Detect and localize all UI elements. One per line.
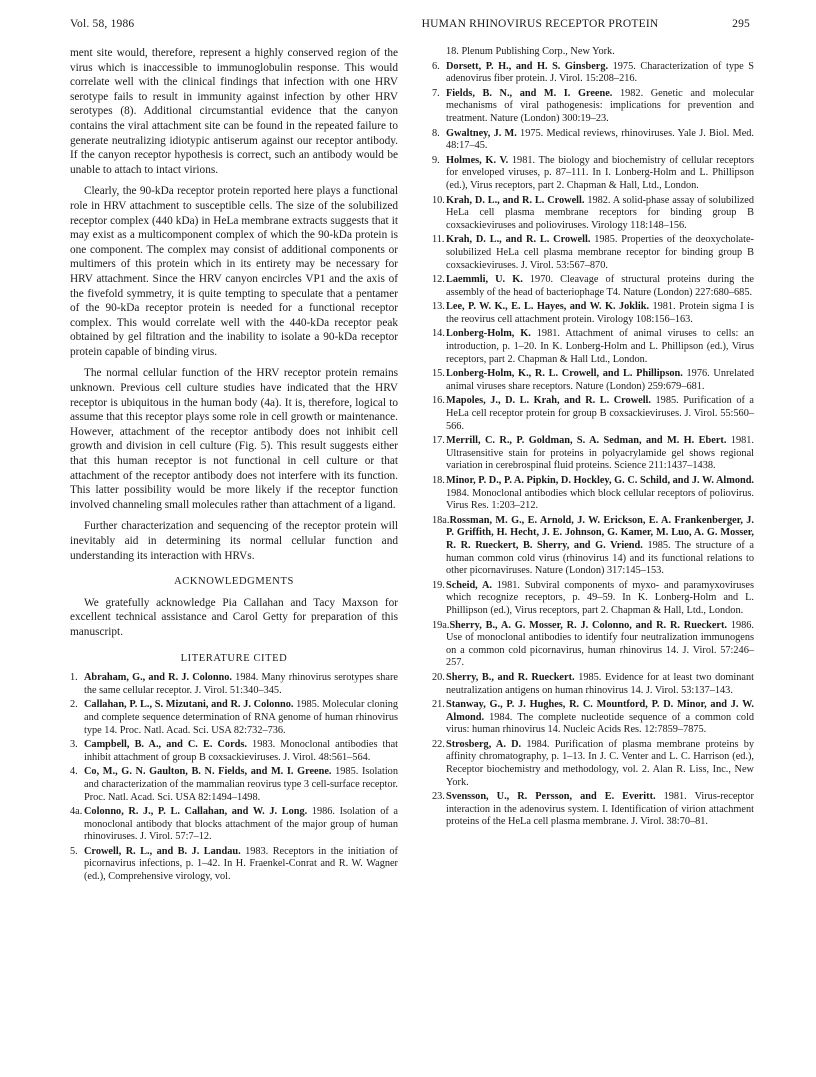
reference-number: 18. bbox=[432, 475, 445, 486]
reference-item bbox=[70, 672, 398, 697]
reference-item bbox=[432, 791, 754, 829]
reference-text: 1975. Characterization of type S adenovirus fiber protein. J. Virol. 15:208–216. bbox=[446, 60, 754, 85]
reference-authors: Sherry, B., and R. Rueckert. bbox=[446, 671, 575, 683]
reference-authors: Rossman, M. G., E. Arnold, J. W. Erickson, E. A. Frankenberger, J. P. Griffith, H. Hecht, J. E. Johnson, G. Kamer, M. Luo, A. G. Mosser, R. R. Rueckert, B. Sherry, and G. Vriend. bbox=[446, 514, 754, 551]
reference-number: 3. bbox=[70, 739, 78, 751]
reference-text: 1984. Purification of plasma membrane proteins by affinity chromatography, p. 1–13. In J. C. Venter and L. C. Harrison (ed.), Receptor biochemistry and methodology, vol. 2. Alan R. Liss, Inc., New York. bbox=[446, 738, 754, 788]
reference-text: 1976. Unrelated animal viruses share receptors. Nature (London) 259:679–681. bbox=[446, 368, 754, 392]
literature-heading: LITERATURE CITED bbox=[180, 652, 288, 664]
reference-number: 9. bbox=[432, 154, 440, 166]
reference-text: 1981. Ultrasensitive stain for proteins in polyacrylamide gel shows regional variation in cerebrospinal fluid proteins. Science 211:1437–1438. bbox=[446, 435, 755, 472]
reference-text: 1981. Attachment of animal viruses to cells: an introduction, p. 1–20. In K. Lonberg-Holm and L. Phillipson (ed.), Virus receptors, part 2. Chapman & Hall Ltd., London. bbox=[446, 328, 754, 365]
reference-number: 19a. bbox=[432, 619, 450, 631]
reference-text: 1981. Subviral components of myxo- and paramyxoviruses which recognize receptors, p. 49–59. In K. Lonberg-Holm and L. Phillipson (ed.), Virus receptors, part 2. Chapman & Hall, Ltd., London. bbox=[446, 579, 755, 616]
reference-item bbox=[432, 739, 754, 789]
reference-number: 13. bbox=[432, 301, 445, 313]
reference-authors: Holmes, K. V. bbox=[446, 154, 509, 166]
page-number: 295 bbox=[732, 18, 750, 30]
reference-authors: Lee, P. W. K., E. L. Hayes, and W. K. Joklik. bbox=[446, 301, 650, 313]
reference-text: 1985. Evidence for at least two dominant neutralization antigens on human rhinovirus 14. J. Virol. 53:137–143. bbox=[446, 671, 754, 696]
reference-text: 1981. Virus-receptor interaction in the adenovirus system. I. Identification of virion attachment proteins of the HeLa cell plasma membrane. J. Virol. 38:70–81. bbox=[446, 791, 754, 828]
reference-text: 1985. Isolation and characterization of the mammalian reovirus type 3 cell-surface receptor. Proc. Natl. Acad. Sci. USA 82:1494–1498. bbox=[84, 766, 398, 803]
reference-list-left bbox=[70, 672, 398, 884]
reference-number: 6. bbox=[432, 60, 440, 72]
reference-number: 5. bbox=[70, 845, 78, 857]
right-column bbox=[432, 46, 754, 831]
reference-number: 20. bbox=[432, 671, 445, 683]
reference-number: 11. bbox=[432, 234, 445, 246]
reference-number: 2. bbox=[70, 699, 78, 711]
left-column bbox=[70, 46, 398, 886]
reference-number: 1. bbox=[70, 672, 78, 684]
reference-item bbox=[432, 195, 754, 233]
reference-number: 12. bbox=[432, 274, 445, 286]
reference-item bbox=[432, 672, 754, 697]
body-paragraph: The normal cellular function of the HRV receptor protein remains unknown. Previous cell culture studies have indicated that the HRV receptor is ubiquitous in the human body (4a). It is, therefore, logical to assume that this receptor plays some role in cell growth or maintenance. However, attachment of the receptor antibody does not inhibit cell growth and division in cell culture (Fig. 5). This result suggests either that this human receptor is not functional in cell culture or that attachment of the receptor antibody does not interfere with its function. This latter possibility would be more likely if the receptor function involved channeling small molecules rather than attachment of a ligand. bbox=[70, 367, 398, 511]
reference-text: 1984. The complete nucleotide sequence of a common cold virus: human rhinovirus 14. Nucleic Acids Res. 12:7859–7875. bbox=[446, 711, 754, 736]
reference-item bbox=[70, 846, 398, 884]
running-title: HUMAN RHINOVIRUS RECEPTOR PROTEIN bbox=[421, 18, 659, 30]
reference-authors: Mapoles, J., D. L. Krah, and R. L. Crowell. bbox=[446, 395, 651, 407]
reference-number: 18a. bbox=[432, 514, 450, 526]
reference-authors: Callahan, P. L., S. Mizutani, and R. J. Colonno. bbox=[84, 699, 294, 711]
reference-item bbox=[432, 274, 754, 299]
reference-text: 1984. Many rhinovirus serotypes share the same cellular receptor. J. Virol. 51:340–345. bbox=[84, 672, 398, 696]
reference-authors: Colonno, R. J., P. L. Callahan, and W. J. Long. bbox=[84, 806, 308, 818]
reference-item bbox=[432, 475, 754, 513]
reference-authors: Dorsett, P. H., and H. S. Ginsberg. bbox=[446, 60, 609, 72]
reference-item bbox=[432, 580, 754, 618]
reference-item bbox=[432, 61, 754, 86]
reference-number: 10. bbox=[432, 194, 445, 206]
reference-number: 14. bbox=[432, 328, 445, 340]
acknowledgments-text: We gratefully acknowledge Pia Callahan and Tacy Maxson for excellent technical assistance and Carol Getty for preparation of this manuscript. bbox=[70, 596, 398, 638]
reference-text: 1986. Isolation of a monoclonal antibody that blocks attachment of the major group of human rhinoviruses. J. Virol. 57:7–12. bbox=[84, 806, 398, 843]
reference-authors: Lonberg-Holm, K. bbox=[446, 328, 531, 340]
reference-text: 1983. Monoclonal antibodies that inhibit attachment of group B coxsackieviruses. J. Virol. 48:561–564. bbox=[84, 739, 398, 763]
reference-text: 1985. Properties of the deoxycholate-solubilized HeLa cell plasma membrane receptor for binding group B coxsackieviruses. J. Virol. 53:567–870. bbox=[446, 234, 754, 271]
reference-item bbox=[70, 699, 398, 737]
reference-text: 1982. A solid-phase assay of solubilized HeLa cell plasma membrane receptors for binding group B coxsackieviruses and polioviruses. Virology 118:148–156. bbox=[446, 194, 754, 231]
reference-text: 1981. The biology and biochemistry of cellular receptors for enveloped viruses, p. 87–111. In I. Lonberg-Holm and L. Phillipson (ed.), Virus receptors, part 2. Chapman & Hall, Ltd., London. bbox=[446, 154, 755, 191]
reference-number: 4a. bbox=[70, 806, 83, 818]
reference-text: 1985. The structure of a human common cold virus (rhinovirus 14) and its functional relations to other picornaviruses. Nature (London) 317:145–153. bbox=[446, 539, 754, 577]
reference-item bbox=[432, 128, 754, 153]
reference-list-right bbox=[432, 61, 754, 829]
reference-authors: Lonberg-Holm, K., R. L. Crowell, and L. Phillipson. bbox=[446, 368, 683, 380]
reference-item bbox=[432, 435, 754, 473]
reference-text: 1982. Genetic and molecular mechanisms of viral pathogenesis: implications for prevention and treatment. Nature (London) 300:19–23. bbox=[446, 87, 754, 124]
reference-number: 16. bbox=[432, 395, 445, 407]
reference-authors: Minor, P. D., P. A. Pipkin, D. Hockley, G. C. Schild, and J. W. Almond. bbox=[446, 475, 754, 486]
reference-continuation: 18. Plenum Publishing Corp., New York. bbox=[446, 46, 615, 57]
body-paragraph: ment site would, therefore, represent a highly conserved region of the virus which is inaccessible to immunoglobulin response. This would correlate well with the clinical findings that infection with one HRV serotype fails to result in immunity against infection by other HRV serotypes (8). Additional circumstantial evidence that the canyon contains the viral attachment site can be found in the repeated failure to generate neutralizing idiotypic antiserum against our receptor antibody. If the canyon receptor hypothesis is correct, such an antibody would be unable to attach to intact virions. bbox=[70, 47, 398, 176]
reference-text: 1970. Cleavage of structural proteins during the assembly of the head of bacteriophage T4. Nature (London) 227:680–685. bbox=[446, 274, 755, 298]
reference-item bbox=[70, 766, 398, 804]
reference-number: 15. bbox=[432, 368, 445, 380]
body-paragraph: Further characterization and sequencing of the receptor protein will inevitably aid in determining its normal cellular function and understanding its interaction with HRVs. bbox=[70, 520, 398, 562]
reference-authors: Merrill, C. R., P. Goldman, S. A. Sedman, and M. H. Ebert. bbox=[446, 435, 727, 447]
reference-authors: Sherry, B., A. G. Mosser, R. J. Colonno, and R. R. Rueckert. bbox=[449, 619, 727, 631]
reference-authors: Stanway, G., P. J. Hughes, R. C. Mountford, P. D. Minor, and J. W. Almond. bbox=[446, 699, 754, 723]
reference-authors: Campbell, B. A., and C. E. Cords. bbox=[84, 739, 247, 751]
reference-text: 1984. Monoclonal antibodies which block cellular receptors of poliovirus. Virus Res. 1:203–212. bbox=[446, 487, 754, 512]
reference-authors: Abraham, G., and R. J. Colonno. bbox=[84, 672, 233, 684]
reference-item bbox=[432, 155, 754, 193]
reference-number: 21. bbox=[432, 699, 445, 711]
reference-text: 1981. Protein sigma I is the reovirus cell attachment protein. Virology 108:156–163. bbox=[446, 301, 754, 325]
reference-authors: Krah, D. L., and R. L. Crowell. bbox=[446, 234, 591, 246]
reference-number: 4. bbox=[70, 766, 78, 778]
reference-authors: Scheid, A. bbox=[446, 579, 492, 591]
reference-item bbox=[70, 739, 398, 764]
running-header bbox=[70, 18, 750, 38]
reference-authors: Gwaltney, J. M. bbox=[446, 127, 517, 139]
reference-authors: Crowell, R. L., and B. J. Landau. bbox=[84, 845, 241, 857]
reference-number: 23. bbox=[432, 791, 445, 803]
body-paragraph: Clearly, the 90-kDa receptor protein reported here plays a functional role in HRV attachment to susceptible cells. The size of the solubilized receptor complex (440 kDa) in HeLa membrane extracts suggests that it may exist as a multicomponent complex of which the 90-kDa protein is one component. The complex may consist of additional components or multimers of this protein which in its entirety may be necessary for HRV attachment. Since the HRV canyon encircles VP1 and the axis of the fivefold symmetry, it is quite tempting to speculate that a pentamer of the 90-kDa receptor protein is needed for a functional receptor complex. This would correlate well with the 440-kDa receptor peak obtained by gel filtration and the inability to isolate a 90-kDa receptor protein capable of binding virus. bbox=[70, 185, 398, 358]
reference-item bbox=[432, 301, 754, 326]
reference-item bbox=[432, 328, 754, 366]
reference-authors: Strosberg, A. D. bbox=[446, 738, 522, 750]
reference-authors: Krah, D. L., and R. L. Crowell. bbox=[446, 194, 585, 206]
reference-item bbox=[432, 699, 754, 737]
reference-authors: Co, M., G. N. Gaulton, B. N. Fields, and M. I. Greene. bbox=[84, 766, 332, 778]
reference-authors: Laemmli, U. K. bbox=[446, 274, 523, 286]
reference-authors: Svensson, U., R. Persson, and E. Everitt. bbox=[446, 791, 656, 803]
reference-text: 1985. Molecular cloning and complete sequence determination of RNA genome of human rhinovirus type 14. Proc. Natl. Acad. Sci. USA 82:732–736. bbox=[84, 699, 398, 736]
reference-number: 22. bbox=[432, 738, 445, 750]
reference-number: 7. bbox=[432, 87, 440, 99]
reference-item bbox=[432, 515, 754, 578]
reference-authors: Fields, B. N., and M. I. Greene. bbox=[446, 87, 613, 99]
reference-item bbox=[70, 806, 398, 844]
reference-item bbox=[432, 368, 754, 393]
reference-text: 1975. Medical reviews, rhinoviruses. Yale J. Biol. Med. 48:17–45. bbox=[446, 127, 754, 152]
acknowledgments-heading: ACKNOWLEDGMENTS bbox=[174, 576, 294, 588]
reference-text: 1986. Use of monoclonal antibodies to identify four neutralization immunogens on a common cold picornavirus, human rhinovirus 14. J. Virol. 57:246–257. bbox=[446, 619, 754, 669]
reference-item bbox=[432, 395, 754, 433]
reference-item bbox=[432, 88, 754, 126]
reference-number: 17. bbox=[432, 435, 445, 447]
reference-item bbox=[432, 620, 754, 670]
reference-text: 1985. Purification of a HeLa cell receptor protein for group B coxsackieviruses. J. Virol. 55:560–566. bbox=[446, 395, 754, 432]
volume-label: Vol. 58, 1986 bbox=[70, 18, 135, 30]
reference-number: 8. bbox=[432, 127, 440, 139]
reference-number: 19. bbox=[432, 579, 445, 591]
reference-text: 1983. Receptors in the initiation of picornavirus infections, p. 1–42. In H. Fraenkel-Conrat and R. W. Wagner (ed.), Comprehensive virology, vol. bbox=[84, 845, 398, 883]
reference-item bbox=[432, 234, 754, 272]
